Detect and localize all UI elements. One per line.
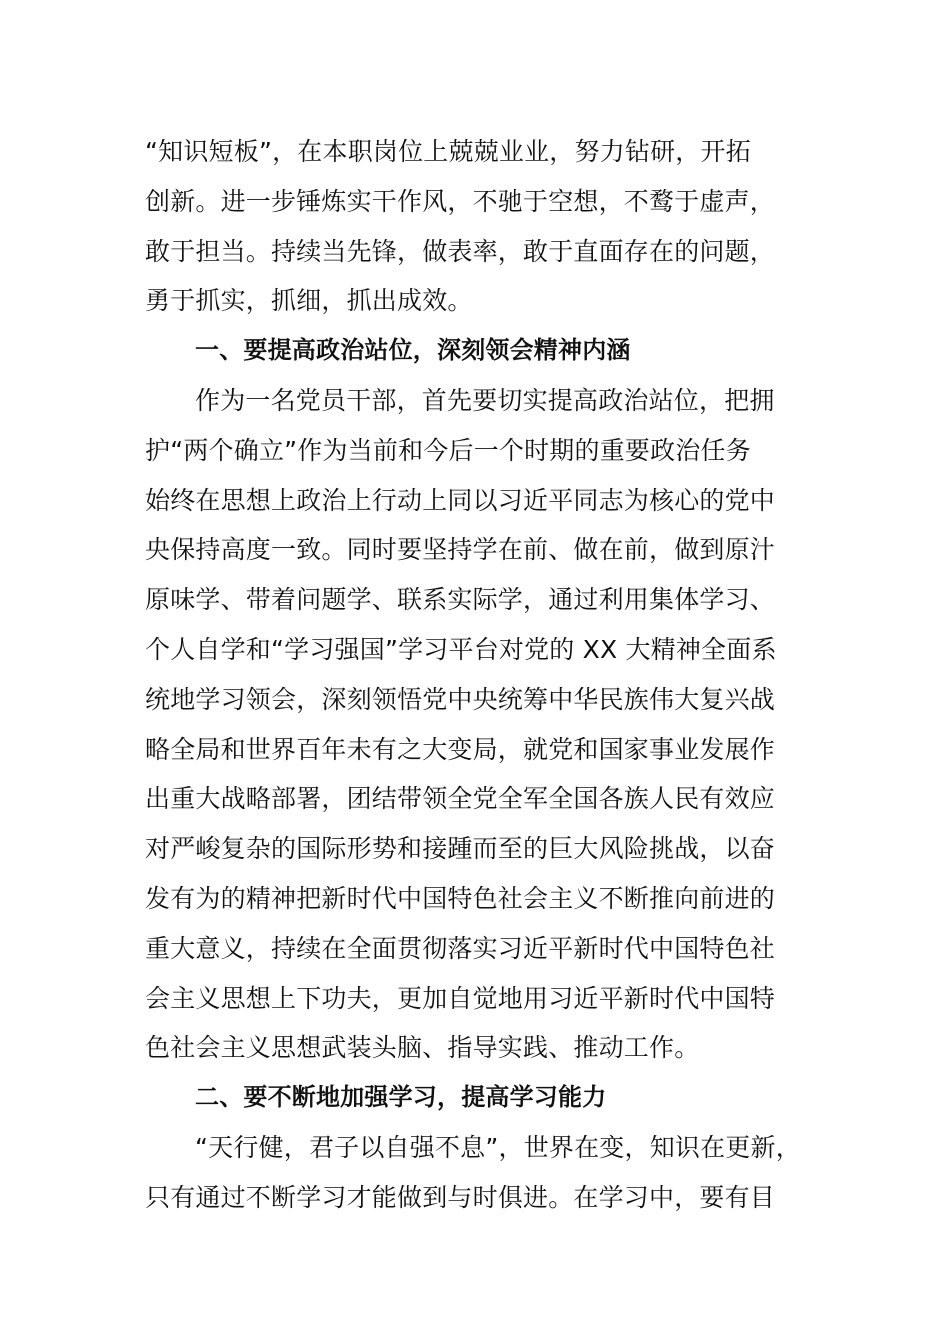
paragraph-line: “知识短板”，在本职岗位上兢兢业业，努力钻研，开拓	[145, 137, 751, 166]
paragraph-line: 出重大战略部署，团结带领全党全军全国各族人民有效应	[145, 784, 776, 814]
paragraph-line: 统地学习领会，深刻领悟党中央统筹中华民族伟大复兴战	[145, 684, 776, 714]
paragraph-line: 重大意义，持续在全面贯彻落实习近平新时代中国特色社	[145, 933, 776, 963]
paragraph-line: 敢于担当。持续当先锋，做表率，敢于直面存在的问题，	[145, 236, 776, 266]
paragraph-line: 个人自学和“学习强国”学习平台对党的 XX 大精神全面系	[145, 634, 777, 664]
paragraph-line: 作为一名党员干部，首先要切实提高政治站位，把拥	[195, 385, 775, 415]
paragraph-line: 护“两个确立”作为当前和今后一个时期的重要政治任务	[145, 435, 751, 465]
paragraph-line: “天行健，君子以自强不息”，世界在变，知识在更新，	[195, 1132, 801, 1162]
paragraph-line: 创新。进一步锤炼实干作风，不驰于空想，不鹜于虚声，	[145, 186, 776, 216]
paragraph-line: 只有通过不断学习才能做到与时俱进。在学习中，要有目	[145, 1182, 776, 1212]
paragraph-line: 勇于抓实，抓细，抓出成效。	[145, 286, 473, 316]
paragraph-line: 始终在思想上政治上行动上同以习近平同志为核心的党中	[145, 485, 776, 515]
paragraph-line: 略全局和世界百年未有之大变局，就党和国家事业发展作	[145, 734, 776, 764]
paragraph-line: 发有为的精神把新时代中国特色社会主义不断推向前进的	[145, 883, 776, 913]
section-heading-2: 二、要不断地加强学习，提高学习能力	[195, 1083, 607, 1112]
paragraph-line: 会主义思想上下功夫，更加自觉地用习近平新时代中国特	[145, 983, 776, 1013]
paragraph-line: 原味学、带着问题学、联系实际学，通过利用集体学习、	[145, 585, 776, 615]
paragraph-line: 对严峻复杂的国际形势和接踵而至的巨大风险挑战，以奋	[145, 834, 776, 864]
paragraph-line: 央保持高度一致。同时要坚持学在前、做在前，做到原汁	[145, 535, 776, 565]
document-body	[145, 127, 810, 1223]
paragraph-line: 色社会主义思想武装头脑、指导实践、推动工作。	[145, 1033, 700, 1063]
section-heading-1: 一、要提高政治站位，深刻领会精神内涵	[195, 336, 631, 365]
